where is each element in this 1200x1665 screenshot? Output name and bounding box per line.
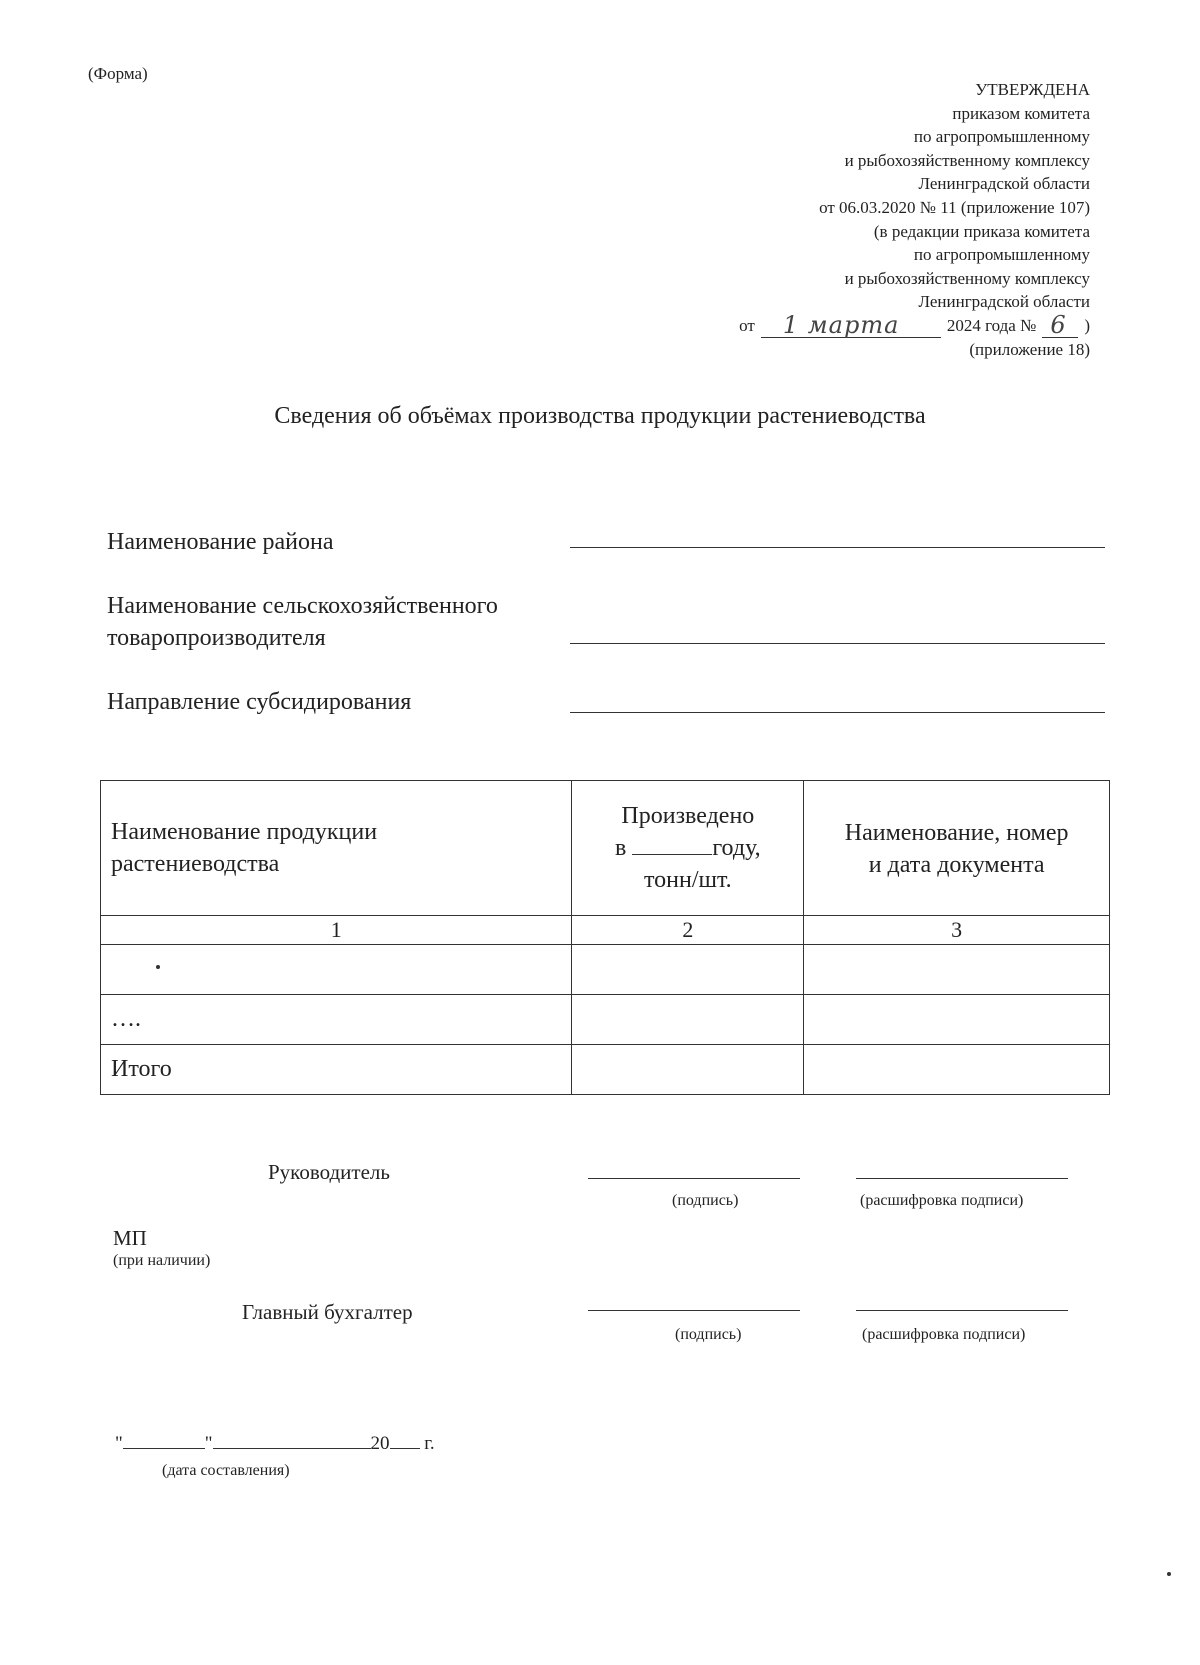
- year-blank[interactable]: [632, 836, 712, 855]
- year-prefix: 20: [370, 1433, 390, 1454]
- district-label: Наименование района: [107, 529, 334, 555]
- approval-line: по агропромышленному: [913, 127, 1090, 147]
- decoding-caption: (расшифровка подписи): [860, 1192, 1024, 1209]
- accountant-label: Главный бухгалтер: [242, 1300, 413, 1324]
- production-table: [100, 780, 1110, 1095]
- approval-from: от: [739, 315, 755, 335]
- approval-line: (в редакции приказа комитета: [873, 221, 1090, 241]
- col3-header-line: и дата документа: [868, 852, 1045, 878]
- signature-caption: (подпись): [672, 1192, 739, 1209]
- table-cell[interactable]: [804, 995, 1110, 1045]
- producer-label-line1: Наименование сельскохозяйственного: [107, 593, 498, 619]
- col1-header-line: Наименование продукции: [111, 819, 378, 845]
- month-blank[interactable]: [213, 1432, 371, 1449]
- table-row: [101, 945, 1110, 995]
- decoding-caption: (расшифровка подписи): [862, 1326, 1026, 1343]
- handwritten-number-field: [1042, 310, 1078, 339]
- approval-year-text: 2024 года №: [946, 315, 1037, 335]
- compilation-date-caption: (дата составления): [162, 1462, 290, 1479]
- table-cell[interactable]: [804, 1045, 1110, 1095]
- table-cell[interactable]: [572, 995, 804, 1045]
- table-cell[interactable]: [101, 945, 572, 995]
- signature-caption: (подпись): [675, 1326, 742, 1343]
- head-label: Руководитель: [268, 1160, 390, 1184]
- head-signature-line[interactable]: [588, 1178, 800, 1179]
- document-title: Сведения об объёмах производства продукции растениеводства: [274, 403, 926, 429]
- accountant-decoding-line[interactable]: [856, 1310, 1068, 1311]
- producer-input-line[interactable]: [570, 643, 1105, 644]
- approval-line: от 06.03.2020 № 11 (приложение 107): [819, 197, 1090, 217]
- head-decoding-line[interactable]: [856, 1178, 1068, 1179]
- direction-input-line[interactable]: [570, 712, 1105, 713]
- handwritten-date: 1 марта: [782, 310, 900, 339]
- column-number: 2: [572, 916, 804, 945]
- approval-close-paren: ): [1084, 315, 1090, 335]
- approval-appendix: (приложение 18): [969, 339, 1090, 359]
- approval-line: приказом комитета: [952, 103, 1090, 123]
- form-label: (Форма): [88, 64, 148, 83]
- col2-header-pre: в: [614, 835, 627, 861]
- stamp-label: МП: [113, 1226, 147, 1250]
- approval-line: УТВЕРЖДЕНА: [975, 80, 1090, 99]
- day-blank[interactable]: [123, 1432, 205, 1449]
- col2-header-year-line: [582, 832, 793, 864]
- handwritten-number: 6: [1050, 310, 1067, 339]
- date-quote-open: ": [115, 1433, 123, 1454]
- compilation-date-line: [115, 1432, 435, 1455]
- direction-label: Направление субсидирования: [107, 689, 412, 715]
- col1-header: [101, 781, 572, 916]
- table-cell[interactable]: [804, 945, 1110, 995]
- table-cell[interactable]: [572, 1045, 804, 1095]
- date-quote-close: ": [204, 1433, 213, 1454]
- approval-block: [630, 78, 1090, 361]
- column-number: 3: [804, 916, 1110, 945]
- approval-line: Ленинградской области: [918, 292, 1090, 312]
- approval-line: и рыбохозяйственному комплексу: [844, 150, 1090, 170]
- col2-header-line: Произведено: [621, 803, 755, 829]
- total-label-cell: Итого: [101, 1045, 572, 1095]
- col3-header-line: Наименование, номер: [844, 820, 1069, 846]
- column-number: 1: [101, 916, 572, 945]
- accountant-signature-line[interactable]: [588, 1310, 800, 1311]
- column-number-row: [101, 916, 1110, 945]
- approval-line: Ленинградской области: [918, 174, 1090, 194]
- stamp-note: (при наличии): [113, 1252, 211, 1269]
- table-cell[interactable]: ….: [101, 995, 572, 1045]
- scan-speck: [1167, 1572, 1171, 1576]
- table-row: [101, 1045, 1110, 1095]
- col2-header-post: году,: [712, 835, 761, 861]
- col2-header: [572, 781, 804, 916]
- col2-header-line: тонн/шт.: [643, 867, 732, 893]
- producer-label-line2: товаропроизводителя: [107, 625, 326, 651]
- approval-date-line: [739, 310, 1090, 339]
- year-suffix: г.: [424, 1433, 435, 1454]
- table-header-row: [101, 781, 1110, 916]
- approval-line: и рыбохозяйственному комплексу: [844, 268, 1090, 288]
- col1-header-line: растениеводства: [111, 851, 280, 877]
- table-cell[interactable]: [572, 945, 804, 995]
- table-row: [101, 995, 1110, 1045]
- approval-line: по агропромышленному: [913, 245, 1090, 265]
- handwritten-date-field: [761, 310, 941, 339]
- scan-speck: [156, 965, 160, 969]
- col3-header: [804, 781, 1110, 916]
- district-input-line[interactable]: [570, 547, 1105, 548]
- year-blank[interactable]: [390, 1432, 420, 1449]
